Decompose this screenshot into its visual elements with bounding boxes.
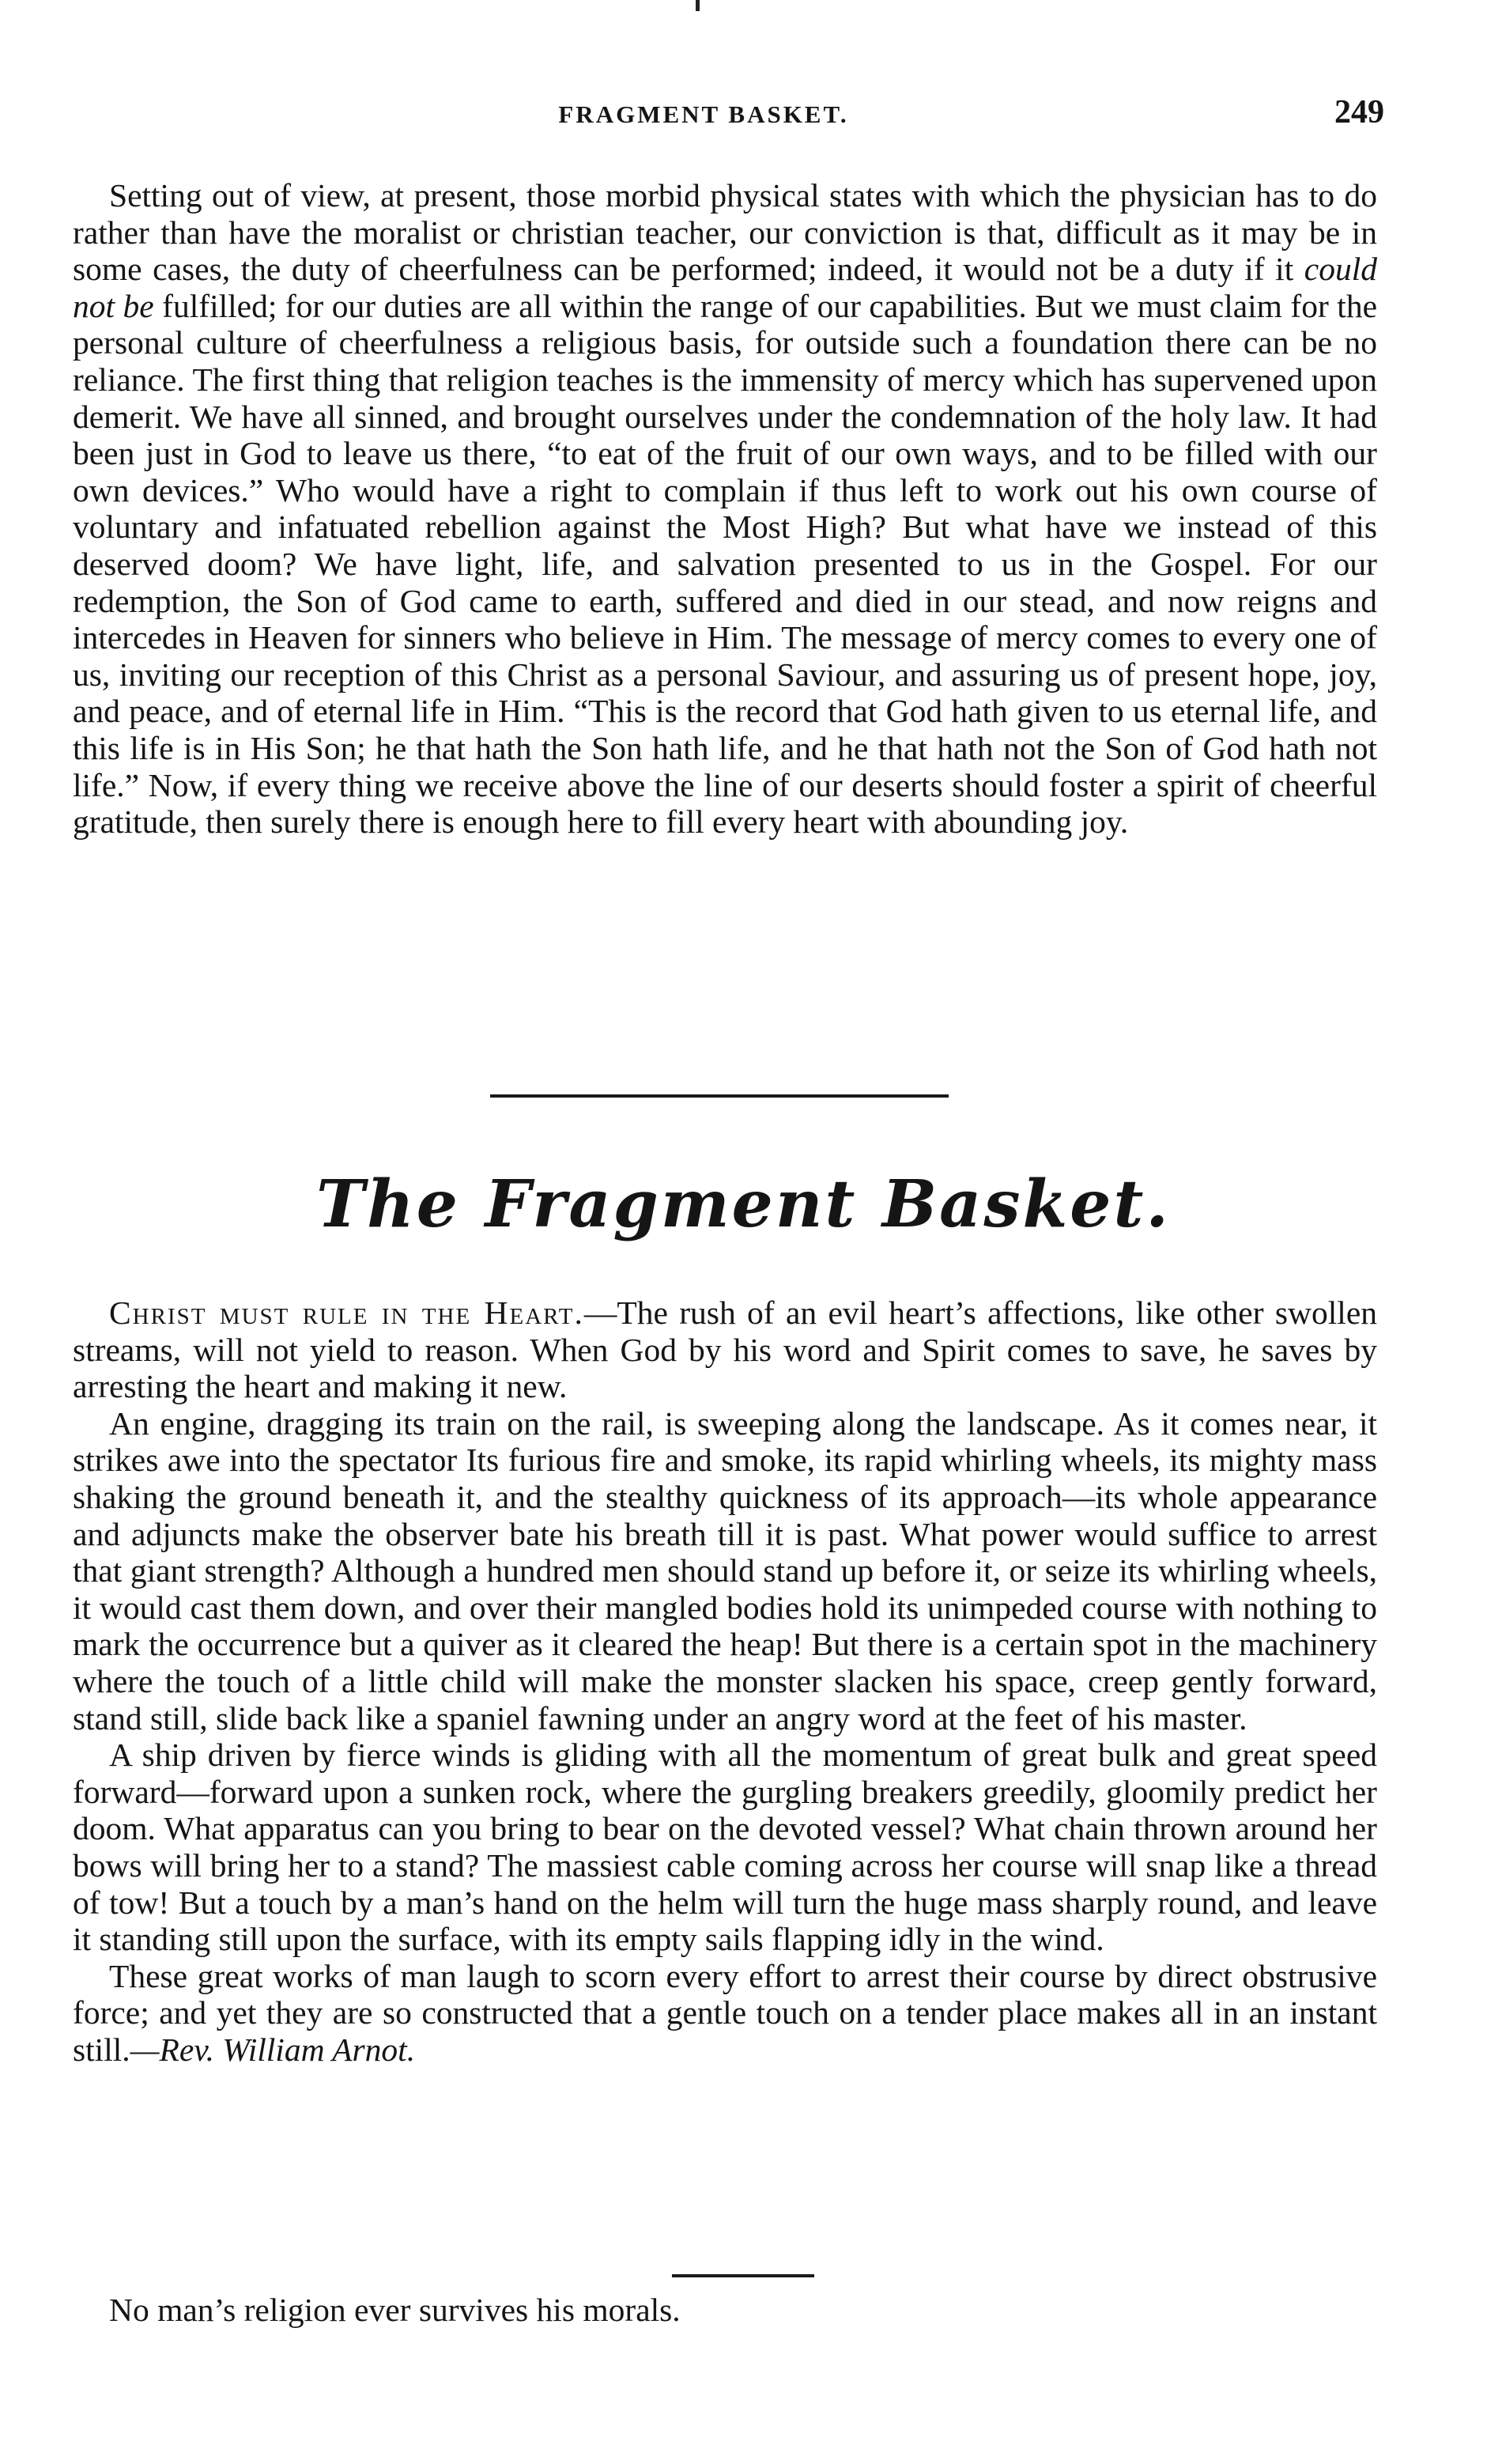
fragment-intro-paragraph	[73, 1294, 1377, 1405]
page-header	[73, 93, 1384, 138]
conclusion-text: These great works of man laugh to scorn every effort to arrest their course by direct obstrusive force; and yet they are so constructed that a gentle touch on a tender place makes all in an instant still.	[73, 1957, 1377, 2068]
closing-line: No man’s religion ever survives his morals.	[109, 2292, 681, 2328]
fragment-heading: Christ must rule in the Heart.	[109, 1294, 584, 1331]
section-divider	[490, 1094, 949, 1098]
essay-paragraph	[73, 177, 1377, 841]
page-number: 249	[1334, 94, 1384, 130]
top-margin-mark	[696, 0, 700, 11]
ship-paragraph: A ship driven by fierce winds is gliding with all the momentum of great bulk and great speed forward—forward upon a sunken rock, where the gurgling breakers greedily, gloomily predict her doom. What apparatus can you bring to bear on the devoted vessel? What chain thrown around her bows will bring her to a stand? The massiest cable coming across her course will snap like a thread of tow! But a touch by a man’s hand on the helm will turn the huge mass sharply round, and leave it standing still upon the surface, with its empty sails flapping idly in the wind.	[73, 1737, 1377, 1958]
engine-paragraph: An engine, dragging its train on the rail, is sweeping along the landscape. As it comes near, it strikes awe into the spectator Its furious fire and smoke, its rapid whirling wheels, its mighty mass shaking the ground beneath it, and the stealthy quickness of its approach—its whole appearance and adjuncts make the observer bate his breath till it is past. What power would suffice to arrest that giant strength? Although a hundred men should stand up before it, or seize its whirling wheels, it would cast them down, and over their mangled bodies hold its unimpeded course with nothing to mark the occurrence but a quiver as it cleared the heap! But there is a certain spot in the machinery where the touch of a little child will make the monster slacken his space, creep gently forward, stand still, slide back like a spaniel fawning under an angry word at the feet of his master.	[73, 1404, 1377, 1737]
essay-emphasis: could not be	[73, 251, 1377, 324]
fragment-intro: —The rush of an evil heart’s affections, like other swollen streams, will not yield to reason. When God by his word and Spirit comes to save, he saves by arresting the heart and making it new.	[73, 1294, 1377, 1405]
attribution: —Rev. William Arnot.	[130, 2031, 416, 2068]
essay-text-part-2: fulfilled; for our duties are all within the range of our capabilities. But we must claim for the personal culture of cheerfulness a religious basis, for outside such a foundation there can be no reliance. The first thing that religion teaches is the immensity of mercy which has supervened upon demerit. We have all sinned, and brought ourselves under the condemnation of the holy law. It had been just in God to leave us there, “to eat of the fruit of our own ways, and to be filled with our own devices.” Who would have a right to complain if thus left to work out his own course of voluntary and infatuated rebellion against the Most High? But what have we instead of this deserved doom? We have light, life, and salvation presented to us in the Gospel. For our redemption, the Son of God came to earth, suffered and died in our stead, and now reigns and intercedes in Heaven for sinners who believe in Him. The message of mercy comes to every one of us, inviting our reception of this Christ as a personal Saviour, and assuring us of present hope, joy, and peace, and of eternal life in Him. “This is the record that God hath given to us eternal life, and this life is in His Son; he that hath the Son hath life, and he that hath not the Son of God hath not life.” Now, if every thing we receive above the line of our deserts should foster a spirit of cheerful gratitude, then surely there is enough here to fill every heart with abounding joy.	[73, 287, 1377, 841]
closing-divider	[672, 2274, 814, 2277]
essay-text	[73, 177, 1377, 841]
fragment-article	[73, 1294, 1377, 2068]
essay-text-part-1: Setting out of view, at present, those morbid physical states with which the physician has to do rather than have the moralist or christian teacher, our conviction is that, difficult as it may be in some cases, the duty of cheerfulness can be performed; indeed, it would not be a duty if it	[73, 177, 1377, 288]
section-title: The Fragment Basket.	[316, 1166, 1171, 1242]
conclusion-paragraph	[73, 1958, 1377, 2069]
running-title: FRAGMENT BASKET.	[558, 100, 849, 128]
